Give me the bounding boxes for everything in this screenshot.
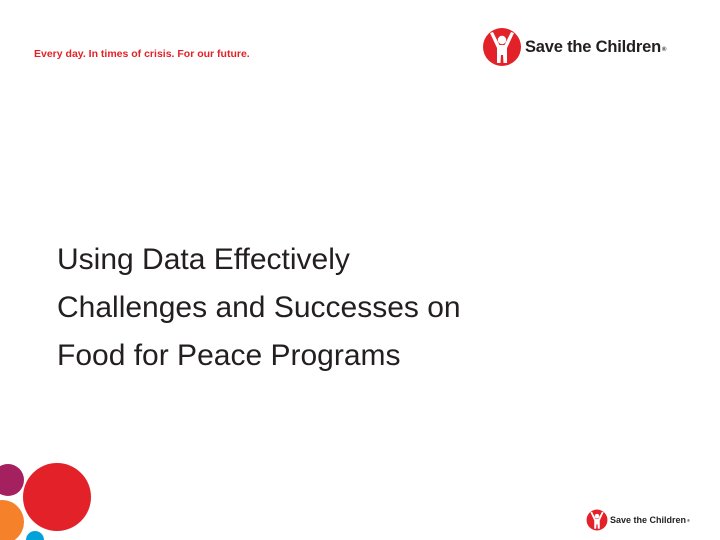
circle-blue (26, 531, 44, 540)
logo-top (482, 25, 666, 69)
logo-bottom (586, 508, 690, 532)
title-line-3: Food for Peace Programs (57, 339, 401, 372)
title-line-2: Challenges and Successes on (57, 291, 461, 324)
registered-mark: ® (661, 46, 667, 53)
circle-orange (0, 500, 24, 540)
tagline: Every day. In times of crisis. For our future. (34, 48, 250, 60)
circle-red (23, 463, 91, 531)
child-arms-raised-icon (586, 509, 608, 531)
slide-title (57, 236, 617, 380)
child-arms-raised-icon (482, 27, 522, 67)
footer-logo-name: Save the Children (610, 515, 687, 525)
footer-registered-mark: ® (687, 518, 690, 523)
title-line-1: Using Data Effectively (57, 243, 350, 276)
circle-purple (0, 464, 24, 496)
footer-logo-text (610, 515, 690, 525)
logo-name: Save the Children (525, 37, 661, 56)
decorative-circles (0, 460, 100, 540)
logo-text (525, 38, 666, 57)
